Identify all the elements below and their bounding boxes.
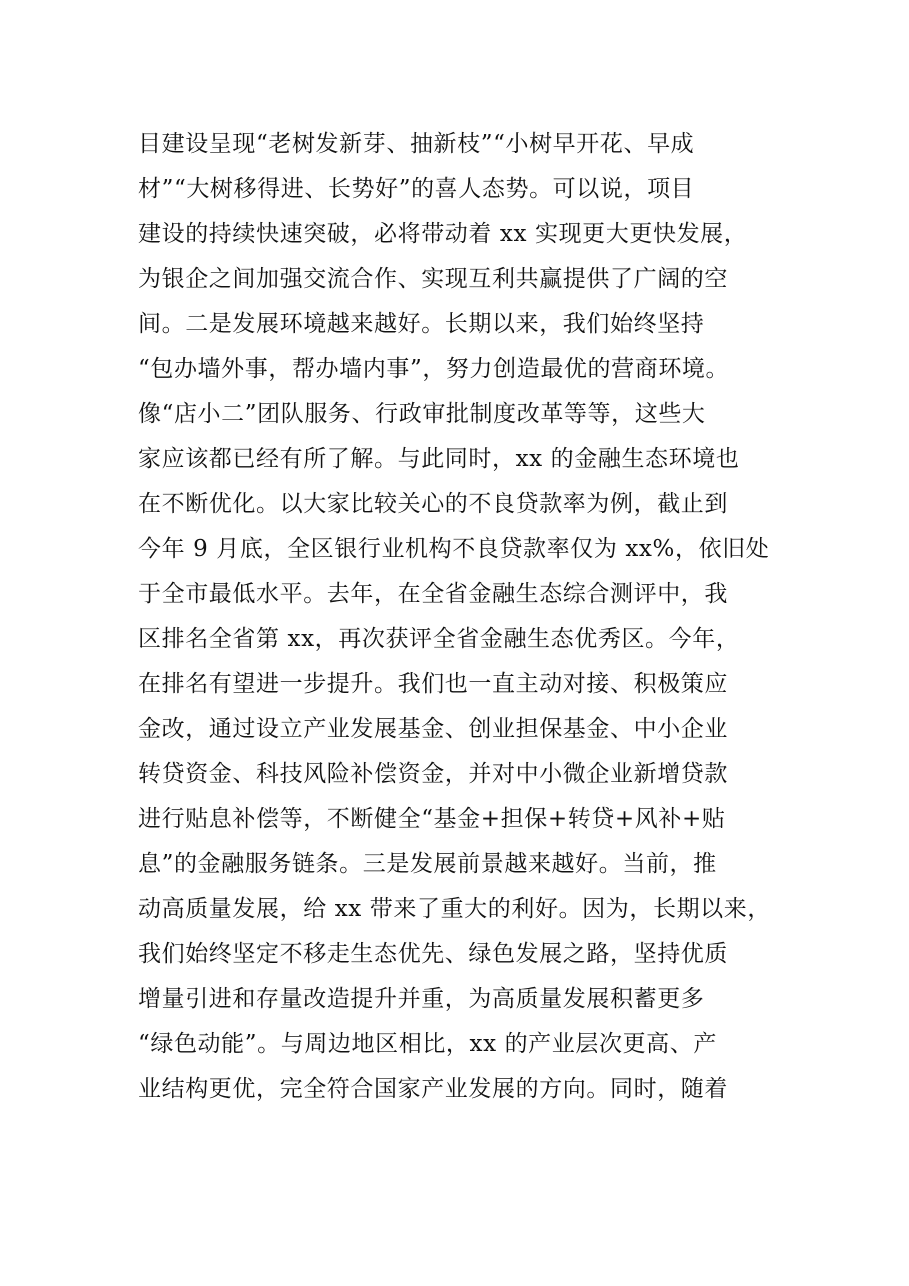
text-line: 家应该都已经有所了解。与此同时，xx 的金融生态环境也 — [138, 446, 740, 472]
text-line: 动高质量发展，给 xx 带来了重大的利好。因为，长期以来， — [138, 896, 771, 922]
text-line: 在排名有望进一步提升。我们也一直主动对接、积极策应 — [138, 671, 728, 697]
text-line: 息”的金融服务链条。三是发展前景越来越好。当前，推 — [138, 851, 717, 877]
text-line: 金改，通过设立产业发展基金、创业担保基金、中小企业 — [138, 716, 728, 742]
text-line: 进行贴息补偿等，不断健全“基金+担保+转贷+风补+贴 — [138, 806, 726, 832]
text-line: 材”“大树移得进、长势好”的喜人态势。可以说，项目 — [138, 176, 695, 202]
body-text — [138, 122, 778, 1112]
text-line: 在不断优化。以大家比较关心的不良贷款率为例，截止到 — [138, 491, 728, 517]
text-line: “绿色动能”。与周边地区相比，xx 的产业层次更高、产 — [138, 1031, 717, 1057]
text-line: “包办墙外事，帮办墙内事”，努力创造最优的营商环境。 — [138, 356, 730, 382]
text-line: 增量引进和存量改造提升并重，为高质量发展积蓄更多 — [138, 986, 705, 1012]
text-line: 业结构更优，完全符合国家产业发展的方向。同时，随着 — [138, 1076, 728, 1102]
text-line: 为银企之间加强交流合作、实现互利共赢提供了广阔的空 — [138, 266, 728, 292]
text-line: 今年 9 月底，全区银行业机构不良贷款率仅为 xx%，依旧处 — [138, 536, 770, 562]
text-line: 我们始终坚定不移走生态优先、绿色发展之路，坚持优质 — [138, 941, 728, 967]
text-line: 于全市最低水平。去年，在全省金融生态综合测评中，我 — [138, 581, 728, 607]
text-line: 建设的持续快速突破，必将带动着 xx 实现更大更快发展， — [138, 221, 748, 247]
text-line: 像“店小二”团队服务、行政审批制度改革等等，这些大 — [138, 401, 706, 427]
text-line: 目建设呈现“老树发新芽、抽新枝”“小树早开花、早成 — [138, 131, 695, 157]
text-line: 间。二是发展环境越来越好。长期以来，我们始终坚持 — [138, 311, 705, 337]
text-line: 区排名全省第 xx，再次获评全省金融生态优秀区。今年， — [138, 626, 740, 652]
text-line: 转贷资金、科技风险补偿资金，并对中小微企业新增贷款 — [138, 761, 728, 787]
